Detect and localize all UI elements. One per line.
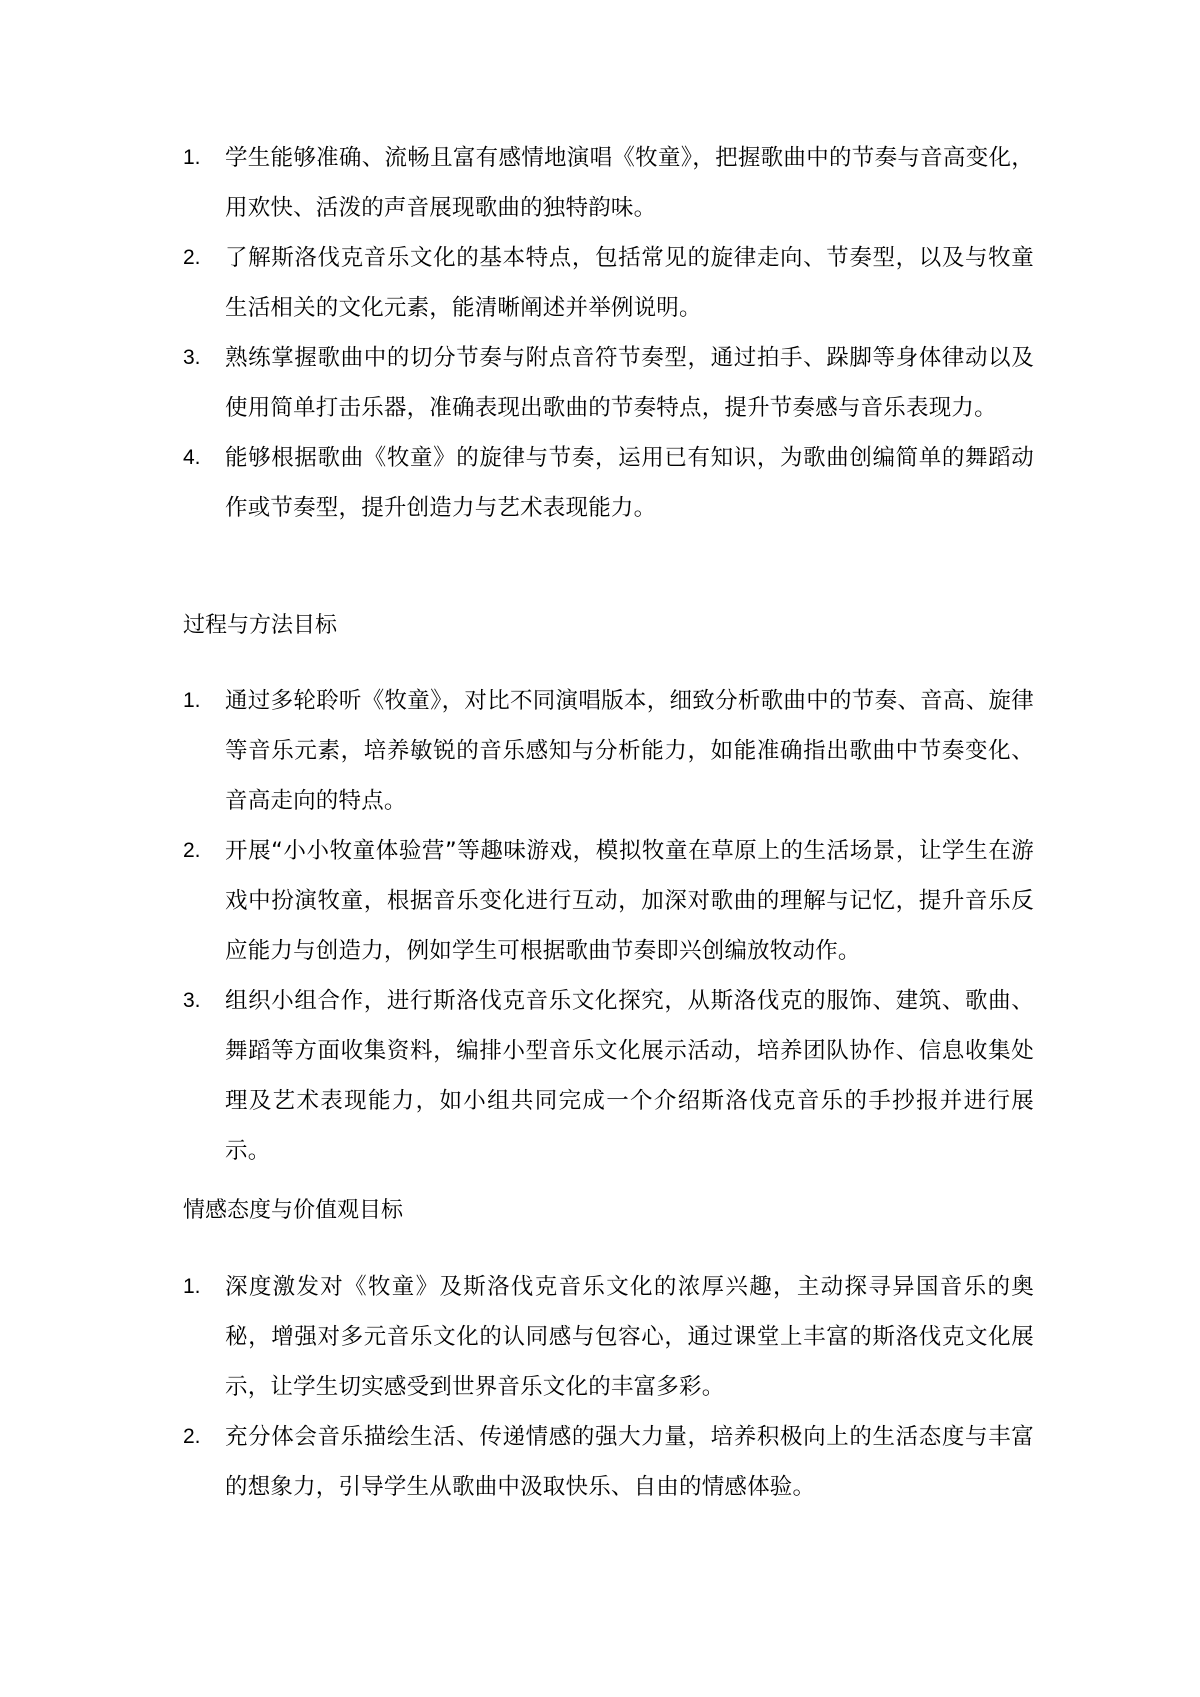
list-item-text: 熟练掌握歌曲中的切分节奏与附点音符节奏型，通过拍手、跺脚等身体律动以及使用简单打击乐器，准确表现出歌曲的节奏特点，提升节奏感与音乐表现力。 (225, 345, 1034, 421)
section-heading-emotion-values: 情感态度与价值观目标 (183, 1198, 404, 1223)
list-item (183, 233, 1034, 333)
list-item-number: 1. (183, 146, 201, 169)
knowledge-skill-goals-list (183, 133, 1034, 533)
list-item-text: 组织小组合作，进行斯洛伐克音乐文化探究，从斯洛伐克的服饰、建筑、歌曲、舞蹈等方面收集资料，编排小型音乐文化展示活动，培养团队协作、信息收集处理及艺术表现能力，如小组共同完成一个介绍斯洛伐克音乐的手抄报并进行展示。 (225, 988, 1034, 1164)
list-item-number: 2. (183, 246, 201, 269)
list-item-text: 能够根据歌曲《牧童》的旋律与节奏，运用已有知识，为歌曲创编简单的舞蹈动作或节奏型，提升创造力与艺术表现能力。 (225, 445, 1034, 521)
list-item (183, 433, 1034, 533)
list-item (183, 133, 1034, 233)
list-item-text: 深度激发对《牧童》及斯洛伐克音乐文化的浓厚兴趣，主动探寻异国音乐的奥秘，增强对多元音乐文化的认同感与包容心，通过课堂上丰富的斯洛伐克文化展示，让学生切实感受到世界音乐文化的丰富多彩。 (225, 1274, 1034, 1400)
list-item (183, 676, 1034, 826)
list-item-number: 3. (183, 989, 201, 1012)
list-item-text: 充分体会音乐描绘生活、传递情感的强大力量，培养积极向上的生活态度与丰富的想象力，引导学生从歌曲中汲取快乐、自由的情感体验。 (225, 1424, 1034, 1500)
emotion-values-goals-list (183, 1262, 1034, 1512)
list-item-number: 2. (183, 839, 201, 862)
list-item-number: 1. (183, 689, 201, 712)
section-heading-process-method: 过程与方法目标 (183, 613, 338, 638)
list-item-text: 通过多轮聆听《牧童》，对比不同演唱版本，细致分析歌曲中的节奏、音高、旋律等音乐元素，培养敏锐的音乐感知与分析能力，如能准确指出歌曲中节奏变化、音高走向的特点。 (225, 688, 1034, 814)
list-item-text: 了解斯洛伐克音乐文化的基本特点，包括常见的旋律走向、节奏型，以及与牧童生活相关的文化元素，能清晰阐述并举例说明。 (225, 245, 1034, 321)
list-item (183, 976, 1034, 1176)
list-item-text: 学生能够准确、流畅且富有感情地演唱《牧童》，把握歌曲中的节奏与音高变化，用欢快、活泼的声音展现歌曲的独特韵味。 (225, 145, 1034, 221)
list-item (183, 1262, 1034, 1412)
list-item (183, 1412, 1034, 1512)
list-item-number: 4. (183, 446, 201, 469)
process-method-goals-list (183, 676, 1034, 1176)
list-item-number: 2. (183, 1425, 201, 1448)
list-item-number: 3. (183, 346, 201, 369)
list-item (183, 826, 1034, 976)
list-item (183, 333, 1034, 433)
list-item-number: 1. (183, 1275, 201, 1298)
list-item-text: 开展“小小牧童体验营”等趣味游戏，模拟牧童在草原上的生活场景，让学生在游戏中扮演牧童，根据音乐变化进行互动，加深对歌曲的理解与记忆，提升音乐反应能力与创造力，例如学生可根据歌曲节奏即兴创编放牧动作。 (225, 838, 1034, 964)
